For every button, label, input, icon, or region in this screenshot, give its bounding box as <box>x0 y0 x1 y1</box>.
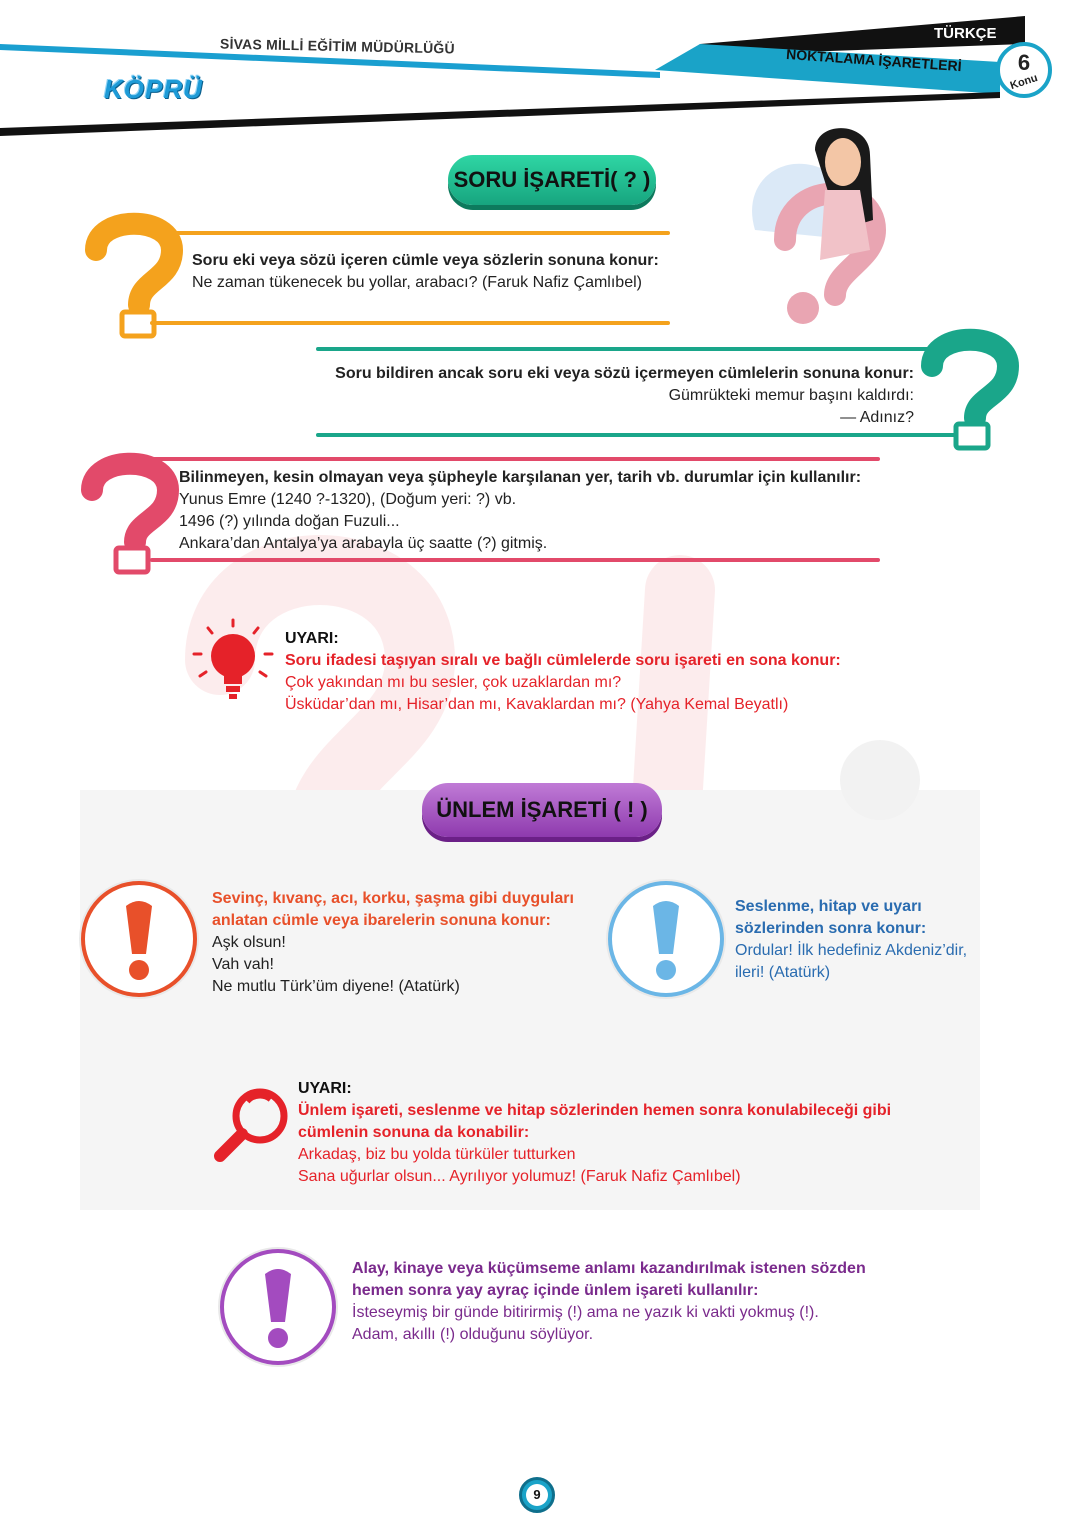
lightbulb-icon <box>188 616 278 706</box>
thinking-woman-illustration <box>745 120 895 330</box>
unlem-warning-heading-1: Ünlem işareti, seslenme ve hitap sözlerinden hemen sonra konulabileceği gibi <box>298 1102 892 1119</box>
soru-warning-example-2: Üsküdar’dan mı, Hisar’dan mı, Kavaklardan mı? (Yahya Kemal Beyatlı) <box>285 696 789 713</box>
soru-rule1-heading: Soru eki veya sözü içeren cümle veya sözlerin sonuna konur: <box>192 252 659 269</box>
teal-line-bottom <box>316 433 956 437</box>
soru-section-title: SORU İŞARETİ( ? ) <box>448 155 656 205</box>
konu-number: 6 <box>1017 50 1031 75</box>
unlem-rule3-heading-1: Alay, kinaye veya küçümseme anlamı kazandırılmak istenen sözden <box>352 1260 866 1277</box>
unlem-rule2-heading-1: Seslenme, hitap ve uyarı <box>735 898 922 915</box>
page-number: 9 <box>526 1484 548 1506</box>
topic-label: NOKTALAMA İŞARETLERİ <box>785 45 963 75</box>
unlem-rule2-example-1: Ordular! İlk hedefiniz Akdeniz’dir, <box>735 942 968 959</box>
soru-rule3-example-2: 1496 (?) yılında doğan Fuzuli... <box>179 513 400 530</box>
kopru-logo: KÖPRÜ <box>104 74 203 104</box>
unlem-rule1-heading-1: Sevinç, kıvanç, acı, korku, şaşma gibi duyguları <box>212 890 574 907</box>
unlem-warning-heading-2: cümlenin sonuna da konabilir: <box>298 1124 530 1141</box>
soru-rule2-heading: Soru bildiren ancak soru eki veya sözü içermeyen cümlelerin sonuna konur: <box>335 365 914 382</box>
unlem-warning-example-1: Arkadaş, biz bu yolda türküler tutturken <box>298 1146 576 1163</box>
pink-line-bottom <box>150 558 880 562</box>
unlem-rule3-example-2: Adam, akıllı (!) olduğunu söylüyor. <box>352 1326 594 1343</box>
unlem-rule1-example-3: Ne mutlu Türk’üm diyene! (Atatürk) <box>212 978 460 995</box>
unlem-rule3-heading-2: hemen sonra yay ayraç içinde ünlem işareti kullanılır: <box>352 1282 759 1299</box>
page-number-badge <box>519 1477 555 1513</box>
soru-rule2-example-1: Gümrükteki memur başını kaldırdı: <box>668 387 914 404</box>
soru-warning-label: UYARI: <box>285 630 339 647</box>
soru-rule2-example-2: — Adınız? <box>840 409 914 426</box>
unlem-warning-example-2: Sana uğurlar olsun... Ayrılıyor yolumuz! (Faruk Nafiz Çamlıbel) <box>298 1168 741 1185</box>
unlem-rule2-example-2: ileri! (Atatürk) <box>735 964 831 981</box>
unlem-rule2-heading-2: sözlerinden sonra konur: <box>735 920 927 937</box>
exclamation-icon <box>76 876 202 1002</box>
soru-rule3-example-3: Ankara’dan Antalya’ya arabayla üç saatte (?) gitmiş. <box>179 535 548 552</box>
institution-title: SİVAS MİLLİ EĞİTİM MÜDÜRLÜĞÜ <box>219 35 455 57</box>
unlem-rule3-example-1: İsteseymiş bir günde bitirirmiş (!) ama ne yazık ki vakti yokmuş (!). <box>352 1304 819 1321</box>
pink-line-top <box>150 457 880 461</box>
konu-badge <box>996 42 1052 98</box>
soru-rule1-example: Ne zaman tükenecek bu yollar, arabacı? (Faruk Nafiz Çamlıbel) <box>192 274 642 291</box>
question-mark-icon <box>920 326 1020 456</box>
unlem-rule1-example-2: Vah vah! <box>212 956 274 973</box>
teal-line-top <box>316 347 956 351</box>
magnifier-icon <box>210 1084 292 1166</box>
soru-warning-example-1: Çok yakından mı bu sesler, çok uzaklardan mı? <box>285 674 622 691</box>
soru-rule3-heading: Bilinmeyen, kesin olmayan veya şüpheyle karşılanan yer, tarih vb. durumlar için kullanılır: <box>179 469 862 486</box>
exclamation-icon <box>215 1244 341 1370</box>
unlem-warning-label: UYARI: <box>298 1080 352 1097</box>
exclamation-icon <box>603 876 729 1002</box>
soru-rule3-example-1: Yunus Emre (1240 ?-1320), (Doğum yeri: ?) vb. <box>179 491 517 508</box>
subject-label: TÜRKÇE <box>934 25 997 42</box>
konu-label: Konu <box>1008 71 1040 93</box>
soru-warning-heading: Soru ifadesi taşıyan sıralı ve bağlı cümlelerde soru işareti en sona konur: <box>285 652 841 669</box>
unlem-rule1-example-1: Aşk olsun! <box>212 934 286 951</box>
orange-line-bottom <box>150 321 670 325</box>
unlem-rule1-heading-2: anlatan cümle veya ibarelerin sonuna konur: <box>212 912 551 929</box>
orange-line-top <box>150 231 670 235</box>
unlem-section-title: ÜNLEM İŞARETİ ( ! ) <box>422 783 662 837</box>
